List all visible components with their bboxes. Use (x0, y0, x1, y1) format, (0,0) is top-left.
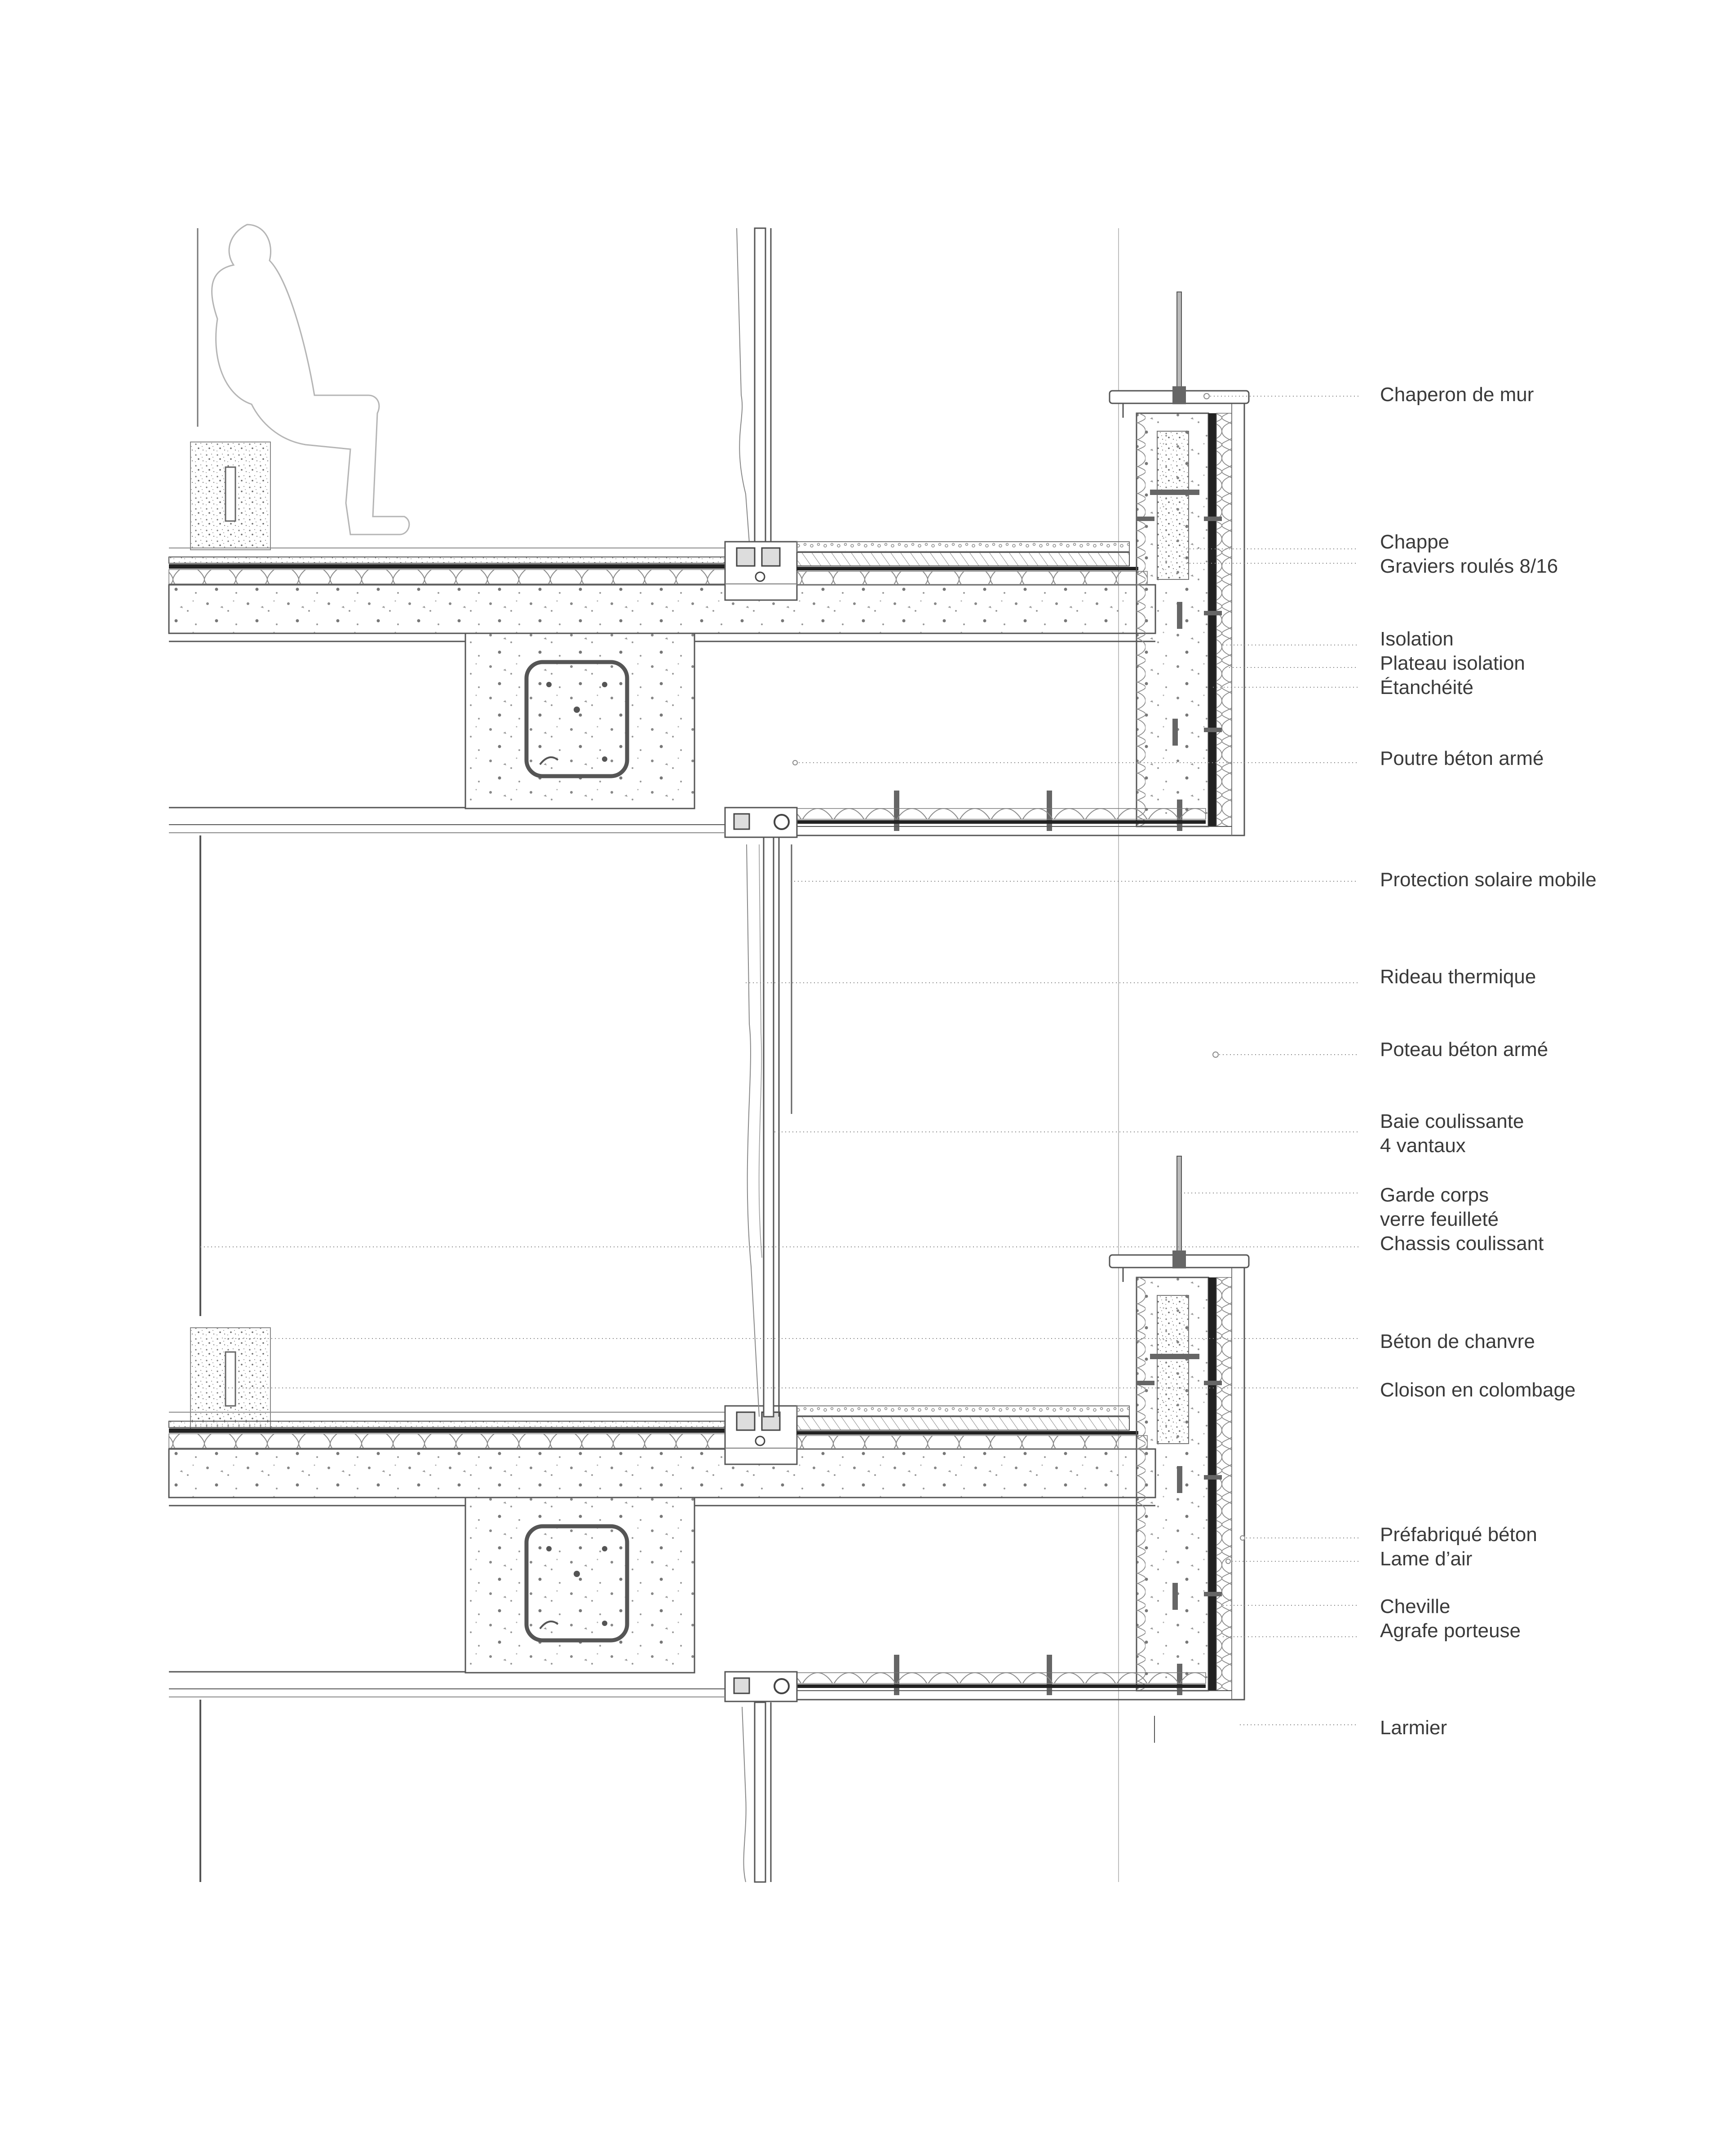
annotation-prefab (1380, 1523, 1537, 1571)
annotation-line: Chaperon de mur (1380, 384, 1534, 406)
annotation-cloison (1380, 1378, 1575, 1402)
annotation-line: Étanchéité (1380, 676, 1473, 698)
annotation-line: Cheville (1380, 1595, 1451, 1617)
annotation-line: Garde corps (1380, 1184, 1489, 1206)
annotation-line: Chappe (1380, 531, 1450, 553)
annotation-line: Baie coulissante (1380, 1110, 1524, 1132)
annotation-line: Rideau thermique (1380, 966, 1536, 988)
annotation-line: Poteau béton armé (1380, 1038, 1548, 1060)
annotation-garde (1380, 1183, 1544, 1256)
annotation-line: verre feuilleté (1380, 1208, 1499, 1230)
annotation-line: Protection solaire mobile (1380, 869, 1597, 891)
annotation-cheville (1380, 1595, 1521, 1643)
annotation-line: Agrafe porteuse (1380, 1620, 1521, 1642)
annotation-poutre (1380, 747, 1544, 771)
annotation-chanvre (1380, 1330, 1535, 1354)
annotation-line: Isolation (1380, 628, 1454, 650)
annotation-rideau (1380, 965, 1536, 989)
annotation-line: Plateau isolation (1380, 652, 1525, 674)
annotation-protection (1380, 868, 1597, 892)
annotation-line: Chassis coulissant (1380, 1233, 1544, 1255)
annotation-chappe (1380, 530, 1558, 579)
annotation-chaperon (1380, 383, 1534, 407)
annotation-line: Préfabriqué béton (1380, 1524, 1537, 1546)
annotation-line: Graviers roulés 8/16 (1380, 555, 1558, 577)
annotation-line: Cloison en colombage (1380, 1379, 1576, 1401)
annotation-line: Larmier (1380, 1717, 1447, 1739)
annotation-baie (1380, 1109, 1524, 1158)
annotation-line: Poutre béton armé (1380, 747, 1544, 769)
annotation-larmier (1380, 1716, 1447, 1740)
annotation-line: 4 vantaux (1380, 1135, 1466, 1157)
annotation-isolation (1380, 627, 1525, 700)
annotation-line: Lame d’air (1380, 1548, 1473, 1570)
annotation-poteau (1380, 1038, 1548, 1062)
annotation-line: Béton de chanvre (1380, 1330, 1535, 1352)
